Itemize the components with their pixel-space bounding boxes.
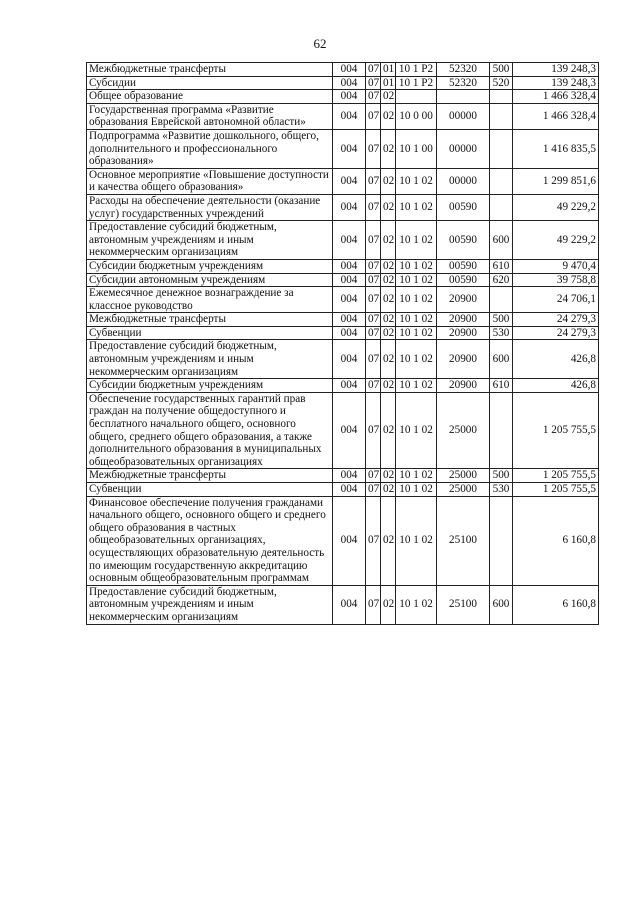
row-section-code: 07: [366, 259, 381, 273]
row-ved-code: 004: [333, 273, 366, 287]
row-name: Подпрограмма «Развитие дошкольного, общего, дополнительного и профессионального образования»: [87, 129, 333, 168]
row-target-article-program: 10 1 02: [396, 469, 437, 483]
row-subsection-code: 02: [381, 326, 396, 340]
row-ved-code: 004: [333, 103, 366, 129]
row-section-code: 07: [366, 379, 381, 393]
row-subsection-code: 01: [381, 63, 396, 77]
table-row: [87, 340, 599, 379]
row-expense-type: 500: [490, 313, 513, 327]
row-target-article-program: 10 1 00: [396, 129, 437, 168]
row-name: Финансовое обеспечение получения гражданами начального общего, основного общего и среднего общего образования в частных общеобразовательных организациях, осуществляющих образовательную деятельность по имеющим государственную аккредитацию основным общеобразовательным программам: [87, 496, 333, 585]
row-amount: 1 205 755,5: [513, 483, 599, 497]
row-section-code: 07: [366, 221, 381, 260]
row-target-article-direction: 52320: [437, 63, 490, 77]
row-target-article-program: 10 1 02: [396, 326, 437, 340]
table-row: [87, 496, 599, 585]
row-amount: 49 229,2: [513, 221, 599, 260]
row-target-article-program: 10 1 02: [396, 379, 437, 393]
row-expense-type: 520: [490, 76, 513, 90]
row-section-code: 07: [366, 326, 381, 340]
row-subsection-code: 02: [381, 221, 396, 260]
row-name: Обеспечение государственных гарантий прав граждан на получение общедоступного и бесплатного начального общего, основного общего, среднего общего образования, а также дополнительного образования в муниципальных общеобразовательных организациях: [87, 392, 333, 469]
row-target-article-direction: 00000: [437, 168, 490, 194]
row-expense-type: [490, 392, 513, 469]
table-row: [87, 90, 599, 104]
row-ved-code: 004: [333, 259, 366, 273]
row-ved-code: 004: [333, 379, 366, 393]
row-target-article-program: 10 1 02: [396, 585, 437, 624]
row-target-article-program: [396, 90, 437, 104]
row-name: Субсидии бюджетным учреждениям: [87, 259, 333, 273]
row-amount: 1 299 851,6: [513, 168, 599, 194]
row-subsection-code: 02: [381, 259, 396, 273]
row-amount: 426,8: [513, 379, 599, 393]
row-subsection-code: 02: [381, 194, 396, 220]
row-ved-code: 004: [333, 63, 366, 77]
row-expense-type: 500: [490, 469, 513, 483]
row-name: Предоставление субсидий бюджетным, автономным учреждениям и иным некоммерческим организациям: [87, 221, 333, 260]
row-ved-code: 004: [333, 326, 366, 340]
row-amount: 49 229,2: [513, 194, 599, 220]
row-ved-code: 004: [333, 483, 366, 497]
row-name: Межбюджетные трансферты: [87, 313, 333, 327]
row-target-article-direction: 20900: [437, 379, 490, 393]
row-amount: 6 160,8: [513, 496, 599, 585]
row-subsection-code: 02: [381, 129, 396, 168]
row-expense-type: 530: [490, 483, 513, 497]
row-subsection-code: 02: [381, 379, 396, 393]
row-target-article-direction: 25000: [437, 469, 490, 483]
table-row: [87, 168, 599, 194]
row-expense-type: [490, 194, 513, 220]
row-expense-type: [490, 168, 513, 194]
row-expense-type: [490, 287, 513, 313]
table-row: [87, 313, 599, 327]
row-target-article-program: 10 1 02: [396, 168, 437, 194]
row-target-article-program: 10 1 02: [396, 259, 437, 273]
row-ved-code: 004: [333, 129, 366, 168]
row-ved-code: 004: [333, 496, 366, 585]
row-section-code: 07: [366, 287, 381, 313]
row-amount: 24 279,3: [513, 313, 599, 327]
row-name: Расходы на обеспечение деятельности (оказание услуг) государственных учреждений: [87, 194, 333, 220]
row-amount: 1 205 755,5: [513, 392, 599, 469]
row-expense-type: 610: [490, 259, 513, 273]
row-section-code: 07: [366, 313, 381, 327]
row-section-code: 07: [366, 129, 381, 168]
budget-table-body: [87, 63, 599, 625]
row-expense-type: 530: [490, 326, 513, 340]
row-target-article-program: 10 1 02: [396, 287, 437, 313]
row-amount: 1 416 835,5: [513, 129, 599, 168]
row-expense-type: [490, 90, 513, 104]
row-section-code: 07: [366, 103, 381, 129]
row-name: Государственная программа «Развитие образования Еврейской автономной области»: [87, 103, 333, 129]
row-ved-code: 004: [333, 168, 366, 194]
row-expense-type: 620: [490, 273, 513, 287]
row-name: Межбюджетные трансферты: [87, 63, 333, 77]
row-section-code: 07: [366, 585, 381, 624]
table-row: [87, 483, 599, 497]
table-row: [87, 326, 599, 340]
row-target-article-direction: 25000: [437, 483, 490, 497]
row-subsection-code: 02: [381, 496, 396, 585]
row-target-article-program: 10 0 00: [396, 103, 437, 129]
row-section-code: 07: [366, 273, 381, 287]
row-target-article-direction: 20900: [437, 287, 490, 313]
row-target-article-direction: 00590: [437, 194, 490, 220]
table-row: [87, 379, 599, 393]
row-subsection-code: 02: [381, 313, 396, 327]
page-number: 62: [313, 36, 327, 51]
row-target-article-direction: 20900: [437, 326, 490, 340]
row-ved-code: 004: [333, 392, 366, 469]
row-ved-code: 004: [333, 76, 366, 90]
row-section-code: 07: [366, 76, 381, 90]
row-expense-type: 610: [490, 379, 513, 393]
row-expense-type: [490, 129, 513, 168]
table-row: [87, 273, 599, 287]
row-section-code: 07: [366, 90, 381, 104]
row-target-article-program: 10 1 Р2: [396, 63, 437, 77]
row-name: Субсидии бюджетным учреждениям: [87, 379, 333, 393]
row-target-article-program: 10 1 Р2: [396, 76, 437, 90]
row-ved-code: 004: [333, 340, 366, 379]
row-amount: 9 470,4: [513, 259, 599, 273]
row-expense-type: 600: [490, 585, 513, 624]
row-target-article-direction: 25000: [437, 392, 490, 469]
row-name: Ежемесячное денежное вознаграждение за классное руководство: [87, 287, 333, 313]
table-row: [87, 221, 599, 260]
row-ved-code: 004: [333, 313, 366, 327]
row-amount: 24 706,1: [513, 287, 599, 313]
row-target-article-direction: 00000: [437, 103, 490, 129]
table-row: [87, 469, 599, 483]
row-amount: 139 248,3: [513, 76, 599, 90]
row-amount: 1 466 328,4: [513, 103, 599, 129]
row-amount: 24 279,3: [513, 326, 599, 340]
row-target-article-program: 10 1 02: [396, 194, 437, 220]
row-expense-type: 600: [490, 340, 513, 379]
row-subsection-code: 02: [381, 287, 396, 313]
table-row: [87, 129, 599, 168]
row-amount: 1 466 328,4: [513, 90, 599, 104]
table-row: [87, 259, 599, 273]
row-subsection-code: 02: [381, 469, 396, 483]
row-name: Общее образование: [87, 90, 333, 104]
row-section-code: 07: [366, 194, 381, 220]
row-name: Основное мероприятие «Повышение доступности и качества общего образования»: [87, 168, 333, 194]
table-row: [87, 76, 599, 90]
row-expense-type: [490, 103, 513, 129]
row-expense-type: 500: [490, 63, 513, 77]
row-amount: 1 205 755,5: [513, 469, 599, 483]
row-section-code: 07: [366, 483, 381, 497]
row-ved-code: 004: [333, 469, 366, 483]
row-target-article-direction: 25100: [437, 585, 490, 624]
row-target-article-program: 10 1 02: [396, 340, 437, 379]
row-ved-code: 004: [333, 90, 366, 104]
row-name: Субсидии автономным учреждениям: [87, 273, 333, 287]
row-name: Субвенции: [87, 483, 333, 497]
row-subsection-code: 02: [381, 273, 396, 287]
row-name: Межбюджетные трансферты: [87, 469, 333, 483]
row-amount: 426,8: [513, 340, 599, 379]
row-target-article-direction: 52320: [437, 76, 490, 90]
row-section-code: 07: [366, 63, 381, 77]
row-ved-code: 004: [333, 287, 366, 313]
table-row: [87, 63, 599, 77]
row-target-article-direction: 20900: [437, 340, 490, 379]
row-target-article-direction: 20900: [437, 313, 490, 327]
row-section-code: 07: [366, 392, 381, 469]
row-target-article-program: 10 1 02: [396, 483, 437, 497]
row-expense-type: 600: [490, 221, 513, 260]
budget-table: [86, 62, 599, 625]
table-row: [87, 103, 599, 129]
row-section-code: 07: [366, 496, 381, 585]
row-amount: 139 248,3: [513, 63, 599, 77]
row-target-article-direction: 00000: [437, 129, 490, 168]
row-name: Предоставление субсидий бюджетным, автономным учреждениям и иным некоммерческим организациям: [87, 585, 333, 624]
row-target-article-direction: 25100: [437, 496, 490, 585]
row-target-article-program: 10 1 02: [396, 496, 437, 585]
row-subsection-code: 02: [381, 168, 396, 194]
row-name: Субсидии: [87, 76, 333, 90]
table-row: [87, 287, 599, 313]
table-row: [87, 585, 599, 624]
row-subsection-code: 02: [381, 483, 396, 497]
row-ved-code: 004: [333, 585, 366, 624]
row-target-article-program: 10 1 02: [396, 392, 437, 469]
row-target-article-direction: 00590: [437, 273, 490, 287]
row-subsection-code: 02: [381, 90, 396, 104]
row-amount: 39 758,8: [513, 273, 599, 287]
table-row: [87, 194, 599, 220]
row-name: Субвенции: [87, 326, 333, 340]
row-subsection-code: 02: [381, 392, 396, 469]
row-target-article-program: 10 1 02: [396, 313, 437, 327]
row-ved-code: 004: [333, 194, 366, 220]
row-subsection-code: 02: [381, 103, 396, 129]
row-section-code: 07: [366, 469, 381, 483]
row-subsection-code: 02: [381, 585, 396, 624]
row-target-article-program: 10 1 02: [396, 221, 437, 260]
row-target-article-program: 10 1 02: [396, 273, 437, 287]
row-amount: 6 160,8: [513, 585, 599, 624]
row-section-code: 07: [366, 340, 381, 379]
row-target-article-direction: [437, 90, 490, 104]
row-subsection-code: 02: [381, 340, 396, 379]
row-name: Предоставление субсидий бюджетным, автономным учреждениям и иным некоммерческим организациям: [87, 340, 333, 379]
row-section-code: 07: [366, 168, 381, 194]
row-expense-type: [490, 496, 513, 585]
row-ved-code: 004: [333, 221, 366, 260]
row-target-article-direction: 00590: [437, 221, 490, 260]
row-target-article-direction: 00590: [437, 259, 490, 273]
row-subsection-code: 01: [381, 76, 396, 90]
table-row: [87, 392, 599, 469]
